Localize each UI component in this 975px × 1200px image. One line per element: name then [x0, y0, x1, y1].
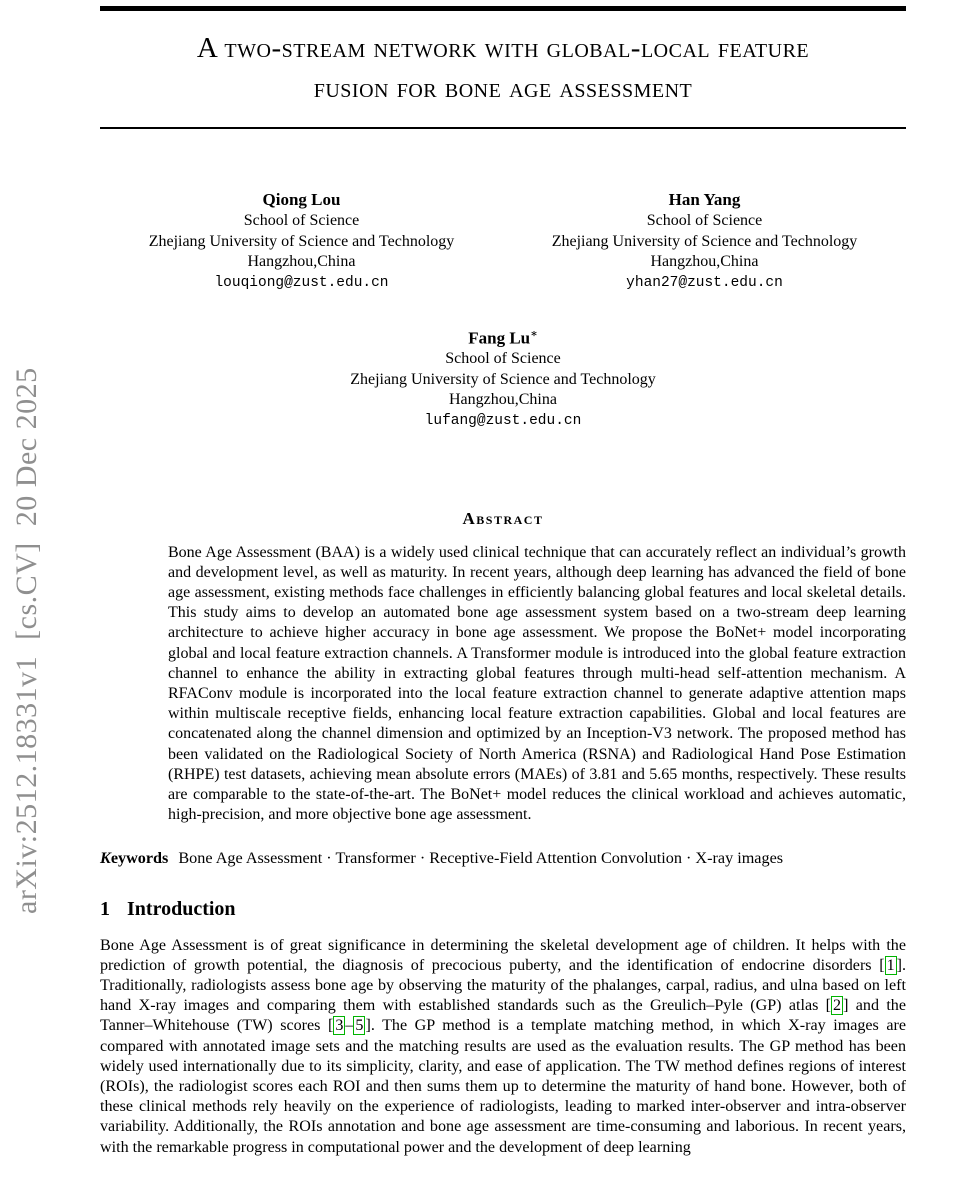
- corresponding-author-mark: ∗: [530, 327, 538, 340]
- author-email: lufang@zust.edu.cn: [424, 412, 582, 429]
- author-location: Hangzhou,China: [449, 391, 557, 409]
- keywords-line: [100, 848, 906, 868]
- authors-row-2: [100, 323, 906, 431]
- authors-row-1: [100, 189, 906, 293]
- author-department: School of Science: [243, 212, 360, 229]
- abstract-section: [100, 509, 906, 826]
- author-name: [281, 323, 724, 350]
- citation-link-5[interactable]: 5: [355, 1017, 364, 1035]
- citation-range-dash: –: [345, 1017, 354, 1035]
- intro-text: ]. The GP method is a template matching method, in which X-ray images are compared with annotated image sets and the matching results are used as the evaluation results. The GP method has been widely used internationally due to its simplicity, clarity, and ease of application. The TW method defines regions of interest (ROIs), the radiologist scores each ROI and then sums them up to determine the maturity of hand bone. However, both of these clinical methods rely heavily on the experience of radiologists, leading to marked inter-observer and intra-observer variability. Additionally, the ROIs annotation and bone age assessment are time-consuming and laborious. In recent years, with the remarkable progress in computational power and the development of deep learning: [100, 1017, 906, 1156]
- author-email: yhan27@zust.edu.cn: [626, 274, 783, 291]
- abstract-heading: Abstract: [462, 508, 544, 528]
- keywords-items: Bone Age Assessment · Transformer · Receptive-Field Attention Convolution · X-ray images: [178, 848, 784, 867]
- intro-text: ]. Traditionally, radiologists assess bone age by observing the maturity of the phalanges, carpal, radius, and ulna based on left hand X-ray images and comparing them with established standards such as the Greulich–Pyle (GP) atlas [: [100, 956, 906, 1015]
- intro-paragraph: [100, 936, 906, 1158]
- abstract-text: Bone Age Assessment (BAA) is a widely used clinical technique that can accurately reflect an individual’s growth and development level, as well as maturity. In recent years, although deep learning has advanced the field of bone age assessment, existing methods face challenges in efficiently balancing global features and local skeletal details. This study aims to develop an automated bone age assessment system based on a two-stream deep learning architecture to achieve higher accuracy in bone age assessment. We propose the BoNet+ model incorporating global and local feature extraction channels. A Transformer module is introduced into the global feature extraction channel to enhance the ability in extracting global features through multi-head self-attention mechanism. A RFAConv module is incorporated into the local feature extraction channel to generate adaptive attention maps within multiscale receptive fields, enhancing local feature extraction capabilities. Global and local features are concatenated along the channel dimension and optimized by an Inception-V3 network. The proposed method has been validated on the Radiological Society of North America (RSNA) and Radiological Hand Pose Estimation (RHPE) test datasets, achieving mean absolute errors (MAEs) of 3.81 and 5.65 months, respectively. These results are comparable to the state-of-the-art. The BoNet+ model reduces the clinical workload and achieves automatic, high-precision, and more objective bone age assessment.: [168, 543, 906, 824]
- keywords-label-initial: K: [100, 848, 111, 867]
- citation-link-1[interactable]: 1: [886, 956, 895, 974]
- paper-title-line-1: A two-stream network with global-local feature: [196, 32, 810, 64]
- paper-title-line-2: fusion for bone age assessment: [313, 72, 693, 104]
- paper-title: [100, 28, 906, 108]
- author-location: Hangzhou,China: [650, 253, 759, 270]
- top-rule: [100, 6, 906, 11]
- title-rule: [100, 127, 906, 129]
- author-university: Zhejiang University of Science and Technology: [350, 370, 656, 388]
- keywords-label-rest: eywords: [110, 848, 169, 867]
- section-title: Introduction: [127, 897, 236, 920]
- author-block-qiong-lou: [100, 189, 503, 293]
- author-name-text: Fang Lu: [468, 328, 531, 348]
- intro-text: Bone Age Assessment is of great significance in determining the skeletal development age of children. It helps with the prediction of growth potential, the diagnosis of precocious puberty, and the identification of endocrine disorders [: [100, 936, 906, 974]
- author-location: Hangzhou,China: [247, 253, 356, 270]
- author-university: Zhejiang University of Science and Technology: [148, 232, 455, 250]
- intro-text: ] and the Tanner–Whitehouse (TW) scores [: [100, 997, 906, 1035]
- author-name: Qiong Lou: [262, 190, 341, 209]
- author-email: louqiong@zust.edu.cn: [214, 274, 389, 291]
- authors-section: [100, 189, 906, 431]
- citation-link-3[interactable]: 3: [335, 1017, 344, 1035]
- author-name: Han Yang: [668, 190, 741, 209]
- author-department: School of Science: [445, 350, 561, 368]
- author-block-fang-lu: [281, 323, 724, 431]
- author-block-han-yang: [503, 189, 906, 293]
- section-number: 1: [100, 897, 110, 920]
- author-university: Zhejiang University of Science and Technology: [551, 232, 858, 250]
- citation-link-2[interactable]: 2: [833, 997, 842, 1015]
- section-heading-introduction: [100, 898, 906, 921]
- paper-content: [100, 0, 906, 1158]
- author-department: School of Science: [646, 212, 763, 229]
- arxiv-watermark: arXiv:2512.18331v1 [cs.CV] 20 Dec 2025: [10, 367, 43, 914]
- keywords-label: [100, 849, 168, 867]
